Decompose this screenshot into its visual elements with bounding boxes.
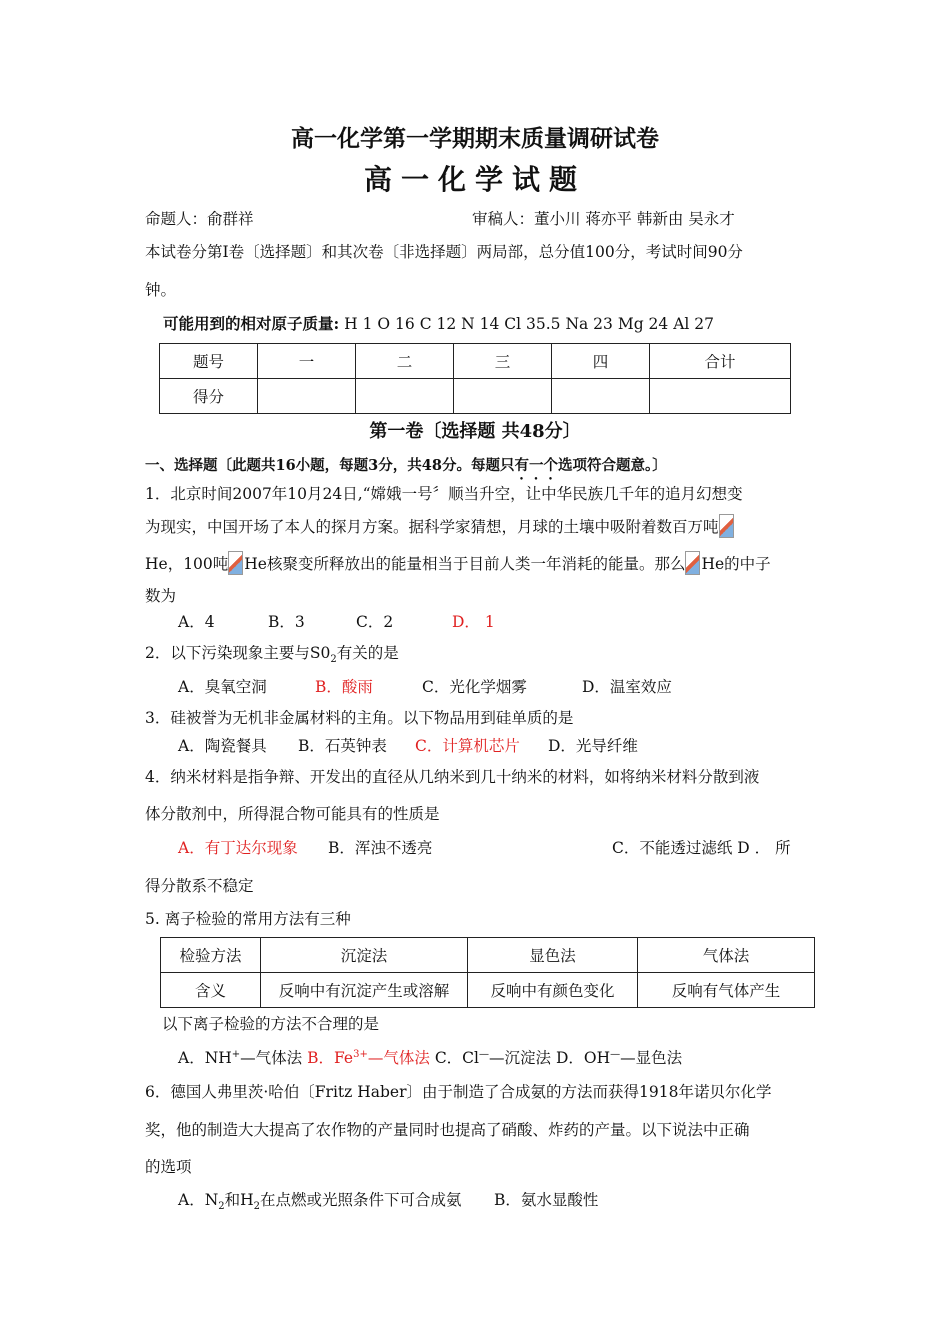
q5-question: 以下离子检验的方法不合理的是 [162,1015,380,1033]
q1-line-3 [145,551,771,575]
ion-table-cell: 反响中有颜色变化 [468,973,638,1008]
q6-option-a-sub: 2 [253,1201,261,1213]
document-subtitle: 高一化学试题 [363,163,586,196]
q2-option-d[interactable]: D．温室效应 [582,678,672,696]
reviewers: 审稿人：董小川 蒋亦平 韩新由 吴永才 [472,210,735,228]
q2-option-c[interactable]: C．光化学烟雾 [422,678,527,696]
instruction-text-end: 选项符合题意。〕 [557,457,667,474]
q5-option-b-sup: 3+ [353,1048,368,1060]
q5-option-b-text: B．Fe [307,1049,354,1067]
q1-line-3b: He核聚变所释放出的能量相当于目前人类一年消耗的能量。那么 [244,555,686,573]
q5-option-c-sup: — [479,1048,489,1060]
q3-option-c[interactable]: C．计算机芯片 [415,737,520,755]
isotope-image-icon [685,551,700,575]
ion-table-header: 沉淀法 [261,938,468,973]
score-header-cell: 四 [552,344,650,379]
q1-line-2-text: 为现实，中国开场了本人的探月方案。据科学家猜想，月球的土壤中吸附着数百万吨 [145,518,719,536]
document-title: 高一化学第一学期期末质量调研试卷 [291,125,659,152]
q1-line-2 [145,514,735,538]
q4-line-end: 得分散系不稳定 [145,877,254,895]
q6-option-a-text: A．N [178,1191,219,1209]
q5-options [178,1046,682,1068]
isotope-image-icon [228,551,243,575]
q6-option-a-end: 在点燃或光照条件下可合成氨 [260,1191,462,1209]
q6-line-1: 6．德国人弗里茨·哈伯〔Fritz Haber〕由于制造了合成氨的方法而获得1918年诺贝尔化学 [145,1083,772,1101]
score-header-cell: 一 [258,344,356,379]
score-header-cell: 题号 [160,344,258,379]
score-header-cell: 二 [356,344,454,379]
ion-table-header: 检验方法 [161,938,261,973]
q2-option-a[interactable]: A．臭氧空洞 [178,678,267,696]
score-cell[interactable] [454,379,552,414]
q5-stem: 5. 离子检验的常用方法有三种 [145,910,351,928]
q4-line-2: 体分散剂中，所得混合物可能具有的性质是 [145,805,440,823]
q5-option-d-text: D．OH [555,1049,611,1067]
score-cell[interactable] [356,379,454,414]
q6-option-a[interactable] [178,1188,462,1212]
q5-option-c-end: —沉淀法 [489,1049,552,1067]
q5-option-a[interactable] [178,1049,302,1067]
q3-stem: 3．硅被誉为无机非金属材料的主角。以下物品用到硅单质的是 [145,709,574,727]
q5-option-d-sup: — [610,1048,621,1060]
q4-option-cd[interactable]: C．不能透过滤纸 D ． 所 [612,839,791,857]
q5-option-a-text: A．NH [178,1049,232,1067]
instruction-text: 一、选择题〔此题共16小题，每题3分，共48分。每题只 [145,457,515,474]
q3-option-b[interactable]: B．石英钟表 [298,737,387,755]
score-cell[interactable] [258,379,356,414]
score-table [159,343,791,414]
score-row-label: 得分 [160,379,258,414]
q6-option-a-sub: 2 [218,1201,225,1213]
q5-option-a-end: —气体法 [240,1049,303,1067]
q5-option-b-end: —气体法 [367,1049,430,1067]
score-cell[interactable] [552,379,650,414]
q2-stem-text: 2．以下污染现象主要与S0 [145,644,331,662]
ion-table-cell: 反响中有沉淀产生或溶解 [261,973,468,1008]
atomic-mass-line [163,312,714,334]
q4-line-1: 4．纳米材料是指争辩、开发出的直径从几纳米到几十纳米的材料，如将纳米材料分散到液 [145,768,760,786]
q6-option-a-mid: 和H [224,1191,254,1209]
q1-option-b[interactable]: B．3 [268,613,305,631]
ion-table-header: 显色法 [468,938,638,973]
q1-option-c[interactable]: C．2 [356,613,394,631]
intro-line-2: 钟。 [145,281,177,299]
score-cell[interactable] [650,379,791,414]
q3-option-d[interactable]: D．光导纤维 [548,737,638,755]
q1-line-3c: He的中子 [701,555,771,573]
score-header-cell: 合计 [650,344,791,379]
q1-line-4: 数为 [145,587,177,605]
q6-line-2: 奖，他的制造大大提高了农作物的产量同时也提高了硝酸、炸药的产量。以下说法中正确 [145,1121,750,1139]
q5-option-c-text: C．Cl [434,1049,479,1067]
ion-table-cell: 含义 [161,973,261,1008]
q5-option-c[interactable] [435,1049,551,1067]
q4-option-a[interactable]: A．有丁达尔现象 [178,839,298,857]
q5-option-d[interactable] [556,1049,682,1067]
ion-table-header: 气体法 [638,938,815,973]
intro-line-1: 本试卷分第I卷〔选择题〕和其次卷〔非选择题〕两局部，总分值100分，考试时间90分 [145,243,743,261]
ion-test-table [160,937,815,1008]
q2-stem-sub: 2 [330,654,337,666]
atomic-mass-values: H 1 O 16 C 12 N 14 Cl 35.5 Na 23 Mg 24 Al 27 [344,315,714,333]
q2-stem [145,641,399,665]
q1-line-3a: He，100吨 [145,555,229,573]
q1-option-a[interactable]: A．4 [178,613,215,631]
q5-option-d-end: —显色法 [620,1049,683,1067]
q1-line-1: 1．北京时间2007年10月24日,“嫦娥一号〞顺当升空，让中华民族几千年的追月幻想变 [145,485,743,503]
q3-option-a[interactable]: A．陶瓷餐具 [178,737,267,755]
author: 命题人：俞群祥 [145,210,254,228]
q6-option-b[interactable]: B．氨水显酸性 [494,1191,599,1209]
atomic-mass-label: 可能用到的相对原子质量: [163,314,340,333]
q2-option-b[interactable]: B．酸雨 [315,678,373,696]
section-title: 第一卷〔选择题 共48分〕 [369,421,581,442]
q5-option-a-sup: + [231,1048,241,1060]
q2-stem-end: 有关的是 [336,644,399,662]
q4-option-b[interactable]: B．浑浊不透亮 [328,839,433,857]
q1-option-d[interactable]: D． 1 [452,613,495,631]
isotope-image-icon [719,514,734,538]
q6-line-3: 的选项 [145,1158,192,1176]
instruction-emphasis: 有一个 [514,457,558,474]
ion-table-cell: 反响有气体产生 [638,973,815,1008]
score-header-cell: 三 [454,344,552,379]
q5-option-b[interactable] [307,1049,430,1067]
section-instruction [145,454,667,483]
